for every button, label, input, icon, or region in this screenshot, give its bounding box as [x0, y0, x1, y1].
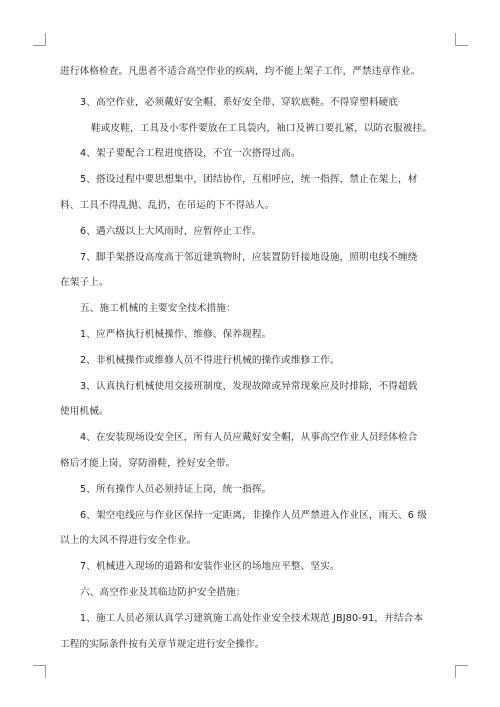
- paragraph-line: 工程的实际条件按有关章节规定进行安全操作。: [60, 639, 265, 650]
- crop-mark-top-left: [33, 33, 46, 46]
- paragraph-line: 1、施工人员必须认真学习建筑施工高处作业安全技术规范 JBJ80-91，并结合本: [80, 613, 424, 624]
- paragraph-line: 5、搭设过程中要思想集中，团结协作，互相呼应，统一指挥，禁止在架上，材: [80, 174, 418, 185]
- paragraph-line: 在架子上。: [60, 277, 109, 288]
- paragraph-line: 2、非机械操作或维修人员不得进行机械的操作或维修工作。: [80, 355, 340, 366]
- paragraph-line: 格后才能上岗，穿防滑鞋，拴好安全带。: [60, 458, 236, 469]
- paragraph-line: 4、架子要配合工程进度搭设，不宜一次搭得过高。: [80, 148, 301, 159]
- paragraph-line: 进行体格检查。凡患者不适合高空作业的疾病，均不能上架子工作，严禁违章作业。: [60, 66, 421, 77]
- section-heading: 六、高空作业及其临边防护安全措施：: [80, 587, 246, 598]
- paragraph-line: 6、架空电线应与作业区保持一定距离，非操作人员严禁进入作业区，雨天、6 级: [80, 510, 427, 521]
- paragraph-line: 鞋或皮鞋，工具及小零件要放在工具袋内，袖口及裤口要扎紧，以防衣服被挂。: [91, 123, 433, 134]
- paragraph-line: 使用机械。: [60, 406, 109, 417]
- paragraph-line: 5、所有操作人员必须持证上岗，统一指挥。: [80, 484, 272, 495]
- paragraph-line: 7、脚手架搭设高度高于邻近建筑物时，应装置防钎接地设施，照明电线不缠绕: [80, 252, 418, 263]
- section-heading: 五、施工机械的主要安全技术措施：: [80, 303, 236, 314]
- paragraph-line: 4、在安装现场设安全区，所有人员应戴好安全帽，从事高空作业人员经体检合: [80, 432, 418, 443]
- paragraph-line: 7、机械进入现场的道路和安装作业区的场地应平整、坚实。: [80, 561, 340, 572]
- paragraph-line: 6、遇六级以上大风雨时，应暂停止工作。: [80, 226, 262, 237]
- crop-mark-bottom-left: [33, 665, 46, 678]
- paragraph-line: 1、应严格执行机械操作、维修、保养规程。: [80, 329, 272, 340]
- paragraph-line: 3、高空作业，必须戴好安全帽、系好安全带、穿软底鞋。不得穿塑料硬底: [80, 97, 399, 108]
- crop-mark-top-right: [455, 33, 468, 46]
- paragraph-line: 料、工具不得乱抛、乱扔，在吊运的下不得站人。: [60, 200, 275, 211]
- paragraph-line: 3、认真执行机械使用交接班制度，发现故障或异常现象应及时排除，不得超载: [80, 381, 418, 392]
- crop-mark-bottom-right: [455, 665, 468, 678]
- paragraph-line: 以上的大风不得进行安全作业。: [60, 535, 197, 546]
